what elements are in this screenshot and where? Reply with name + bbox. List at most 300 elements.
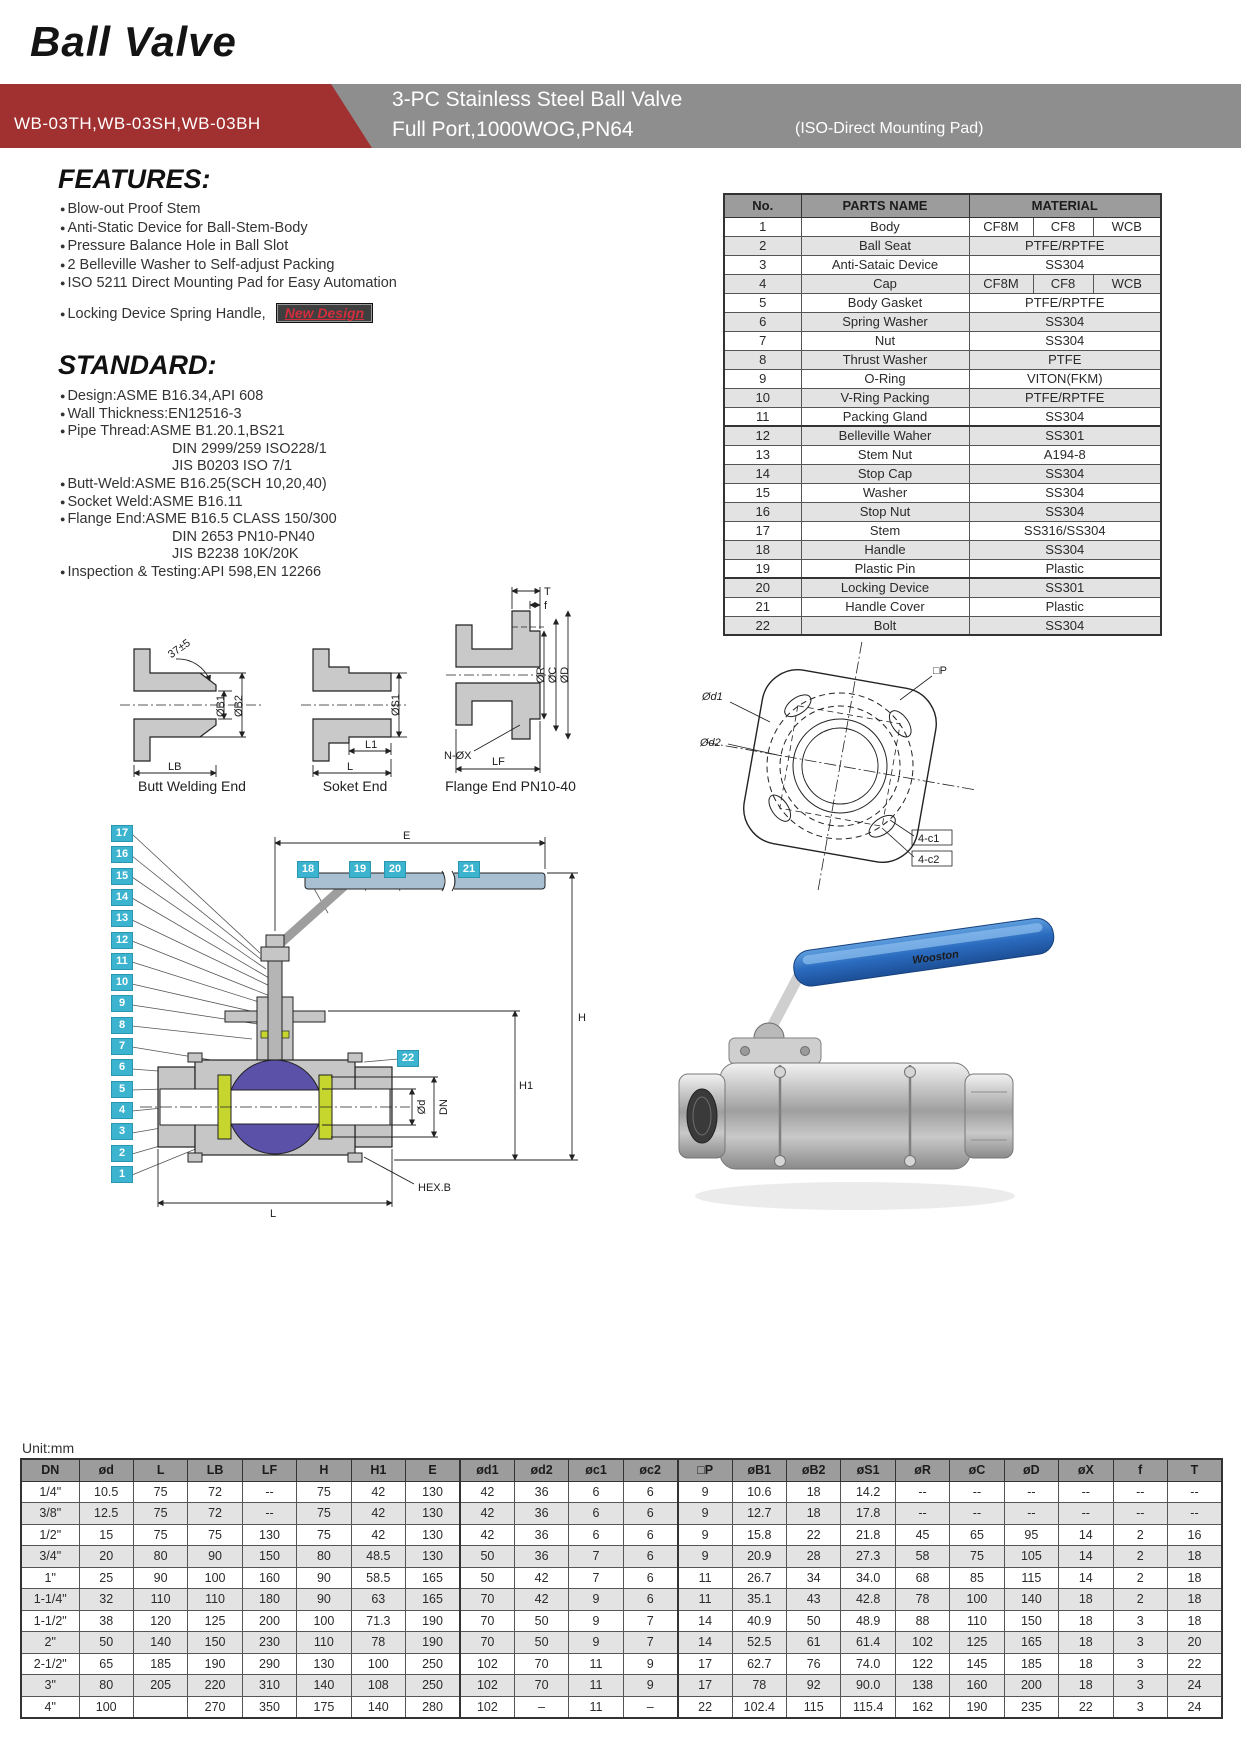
dim-value: 72 xyxy=(188,1481,242,1503)
dim-value: 61 xyxy=(786,1632,840,1654)
dim-value: 88 xyxy=(895,1610,949,1632)
dim-value: 3 xyxy=(1113,1610,1167,1632)
dim-label: ØC xyxy=(547,666,559,684)
dim-value: 17.8 xyxy=(841,1503,895,1525)
parts-table-row xyxy=(724,521,1161,540)
part-no: 6 xyxy=(724,312,801,331)
dim-value: -- xyxy=(950,1481,1004,1503)
dim-column-header: LF xyxy=(242,1459,296,1481)
callout-18: 18 xyxy=(298,862,318,877)
part-name: O-Ring xyxy=(801,369,969,388)
dim-column-header: T xyxy=(1167,1459,1222,1481)
dim-value: 6 xyxy=(623,1524,677,1546)
dim-value: 130 xyxy=(406,1546,460,1568)
dim-value: 50 xyxy=(460,1567,514,1589)
part-material: SS301 xyxy=(969,426,1161,445)
dim-value: -- xyxy=(1113,1503,1167,1525)
part-material: SS304 xyxy=(969,502,1161,521)
stop-cap xyxy=(266,935,284,947)
standard-list xyxy=(60,388,337,582)
dim-value: 90 xyxy=(297,1589,351,1611)
dim-value: 14 xyxy=(1059,1524,1113,1546)
dim-label: ØD xyxy=(559,666,571,684)
dim-label: DN xyxy=(438,1099,450,1115)
part-no: 12 xyxy=(724,426,801,445)
dim-table-head-row xyxy=(21,1459,1222,1481)
standard-line: ● Socket Weld:ASME B16.11 xyxy=(60,494,337,512)
parts-header-no: No. xyxy=(724,194,801,217)
dim-label: HEX.B xyxy=(418,1182,452,1194)
dim-value: 65 xyxy=(79,1653,133,1675)
dim-value: 270 xyxy=(188,1696,242,1718)
standard-heading: STANDARD: xyxy=(58,350,217,380)
dim-value: 70 xyxy=(460,1632,514,1654)
standard-line: ● Wall Thickness:EN12516-3 xyxy=(60,406,337,424)
dim-value: 70 xyxy=(460,1610,514,1632)
dim-value: 43 xyxy=(786,1589,840,1611)
dim-value: 9 xyxy=(569,1589,623,1611)
part-material: A194-8 xyxy=(969,445,1161,464)
dim-column-header: ød1 xyxy=(460,1459,514,1481)
callout-22: 22 xyxy=(398,1051,418,1066)
dim-value: -- xyxy=(1059,1503,1113,1525)
callout-3: 3 xyxy=(112,1124,132,1139)
dim-value: 125 xyxy=(188,1610,242,1632)
butt-weld-drawing xyxy=(112,615,272,775)
dim-value: 140 xyxy=(351,1696,405,1718)
dim-value: 7 xyxy=(569,1567,623,1589)
parts-table-row xyxy=(724,217,1161,236)
dim-value: 102 xyxy=(460,1675,514,1697)
dim-column-header: E xyxy=(406,1459,460,1481)
dim-label: T xyxy=(544,586,551,598)
dim-value: 105 xyxy=(1004,1546,1058,1568)
callout-9: 9 xyxy=(112,996,132,1011)
dim-size: 1-1/4" xyxy=(21,1589,79,1611)
dim-value: 150 xyxy=(242,1546,296,1568)
dim-value: 108 xyxy=(351,1675,405,1697)
dim-value: 15 xyxy=(79,1524,133,1546)
dim-value: 27.3 xyxy=(841,1546,895,1568)
part-no: 20 xyxy=(724,578,801,597)
dim-size: 1-1/2" xyxy=(21,1610,79,1632)
socket-end-drawing xyxy=(295,615,415,775)
dim-value: 130 xyxy=(297,1653,351,1675)
dim-column-header: øC xyxy=(950,1459,1004,1481)
dim-value: 18 xyxy=(1059,1632,1113,1654)
dim-value: 350 xyxy=(242,1696,296,1718)
dim-table-row xyxy=(21,1524,1222,1546)
parts-table-row xyxy=(724,331,1161,350)
dim-value: 9 xyxy=(678,1481,732,1503)
dim-value: 230 xyxy=(242,1632,296,1654)
dim-value: 18 xyxy=(1059,1675,1113,1697)
part-material: SS301 xyxy=(969,578,1161,597)
dim-value: 42 xyxy=(460,1481,514,1503)
dim-value: -- xyxy=(1004,1503,1058,1525)
dim-value: 175 xyxy=(297,1696,351,1718)
dim-label: H1 xyxy=(519,1080,534,1092)
dim-value: 22 xyxy=(1167,1653,1222,1675)
callout-12: 12 xyxy=(112,933,132,948)
part-material: SS304 xyxy=(969,464,1161,483)
dim-value: 18 xyxy=(1059,1653,1113,1675)
dim-value: 18 xyxy=(786,1503,840,1525)
callout-1: 1 xyxy=(112,1167,132,1182)
dim-label: 37±5 xyxy=(165,637,193,661)
dim-value: 6 xyxy=(569,1524,623,1546)
dim-value: 34.0 xyxy=(841,1567,895,1589)
parts-table-row xyxy=(724,597,1161,616)
features-heading: FEATURES: xyxy=(58,164,211,194)
part-no: 9 xyxy=(724,369,801,388)
dim-value: 70 xyxy=(514,1675,568,1697)
dim-value: 18 xyxy=(1059,1610,1113,1632)
dim-value: 6 xyxy=(623,1481,677,1503)
dim-value: 42 xyxy=(514,1567,568,1589)
part-material: SS304 xyxy=(969,255,1161,274)
dim-size: 3" xyxy=(21,1675,79,1697)
dim-size: 3/4" xyxy=(21,1546,79,1568)
dim-table-row xyxy=(21,1567,1222,1589)
dim-value: 18 xyxy=(1059,1589,1113,1611)
dim-value: -- xyxy=(895,1503,949,1525)
part-name: Anti-Sataic Device xyxy=(801,255,969,274)
dim-value: 14 xyxy=(1059,1546,1113,1568)
dim-value: 58.5 xyxy=(351,1567,405,1589)
dim-value: 90 xyxy=(188,1546,242,1568)
dim-value: 58 xyxy=(895,1546,949,1568)
part-no: 14 xyxy=(724,464,801,483)
dim-value: 10.6 xyxy=(732,1481,786,1503)
callout-6: 6 xyxy=(112,1060,132,1075)
dim-value: 42 xyxy=(351,1481,405,1503)
dim-value: 160 xyxy=(950,1675,1004,1697)
dim-value: 2 xyxy=(1113,1546,1167,1568)
dim-table-row xyxy=(21,1503,1222,1525)
dim-value: 2 xyxy=(1113,1589,1167,1611)
dim-value: 75 xyxy=(133,1481,187,1503)
dim-value: 65 xyxy=(950,1524,1004,1546)
dim-value: 20 xyxy=(1167,1632,1222,1654)
callout-10: 10 xyxy=(112,975,132,990)
dim-value: 165 xyxy=(406,1589,460,1611)
dim-label: Ød2 xyxy=(700,737,721,749)
mounting-pad-drawing xyxy=(690,638,970,878)
dim-value: 18 xyxy=(1167,1589,1222,1611)
dim-value: 80 xyxy=(297,1546,351,1568)
dim-value: 78 xyxy=(351,1632,405,1654)
dim-value: 36 xyxy=(514,1503,568,1525)
part-no: 17 xyxy=(724,521,801,540)
dim-value: -- xyxy=(1059,1481,1113,1503)
part-no: 8 xyxy=(724,350,801,369)
dim-value: 90 xyxy=(297,1567,351,1589)
dim-value: 75 xyxy=(133,1524,187,1546)
dim-value: 40.9 xyxy=(732,1610,786,1632)
dim-label: ØS1 xyxy=(390,693,402,717)
part-name: Stem Nut xyxy=(801,445,969,464)
feature-item: ● Pressure Balance Hole in Ball Slot xyxy=(60,237,397,256)
dim-value: 78 xyxy=(732,1675,786,1697)
part-name: Spring Washer xyxy=(801,312,969,331)
dim-label: Ød xyxy=(416,1099,428,1115)
dim-value: 15.8 xyxy=(732,1524,786,1546)
part-name: Body xyxy=(801,217,969,236)
dim-label: □P xyxy=(933,665,947,677)
callout-2: 2 xyxy=(112,1146,132,1161)
dim-table-row xyxy=(21,1653,1222,1675)
part-no: 10 xyxy=(724,388,801,407)
dim-value: 18 xyxy=(1167,1567,1222,1589)
parts-table-row xyxy=(724,445,1161,464)
dim-value: 11 xyxy=(678,1589,732,1611)
dim-value: 80 xyxy=(79,1675,133,1697)
part-material: PTFE/RPTFE xyxy=(969,293,1161,312)
part-no: 21 xyxy=(724,597,801,616)
parts-table-row xyxy=(724,312,1161,331)
dim-value: 26.7 xyxy=(732,1567,786,1589)
dim-value: 18 xyxy=(1167,1610,1222,1632)
dim-value: 12.7 xyxy=(732,1503,786,1525)
dim-value: 35.1 xyxy=(732,1589,786,1611)
dim-value: 9 xyxy=(623,1653,677,1675)
dim-value: 75 xyxy=(950,1546,1004,1568)
dim-value: 100 xyxy=(351,1653,405,1675)
dim-value: 14 xyxy=(678,1610,732,1632)
feature-item: ● Locking Device Spring Handle, New Design xyxy=(60,303,397,324)
dim-value: 18 xyxy=(786,1481,840,1503)
parts-header-row xyxy=(724,194,1161,217)
dim-column-header: øD xyxy=(1004,1459,1058,1481)
dim-value: 235 xyxy=(1004,1696,1058,1718)
dim-value: 6 xyxy=(623,1567,677,1589)
dim-value: 290 xyxy=(242,1653,296,1675)
dim-value: – xyxy=(623,1696,677,1718)
callout-16: 16 xyxy=(112,847,132,862)
dim-value: 2 xyxy=(1113,1567,1167,1589)
dim-value: 205 xyxy=(133,1675,187,1697)
dim-value: 9 xyxy=(569,1610,623,1632)
features-list xyxy=(60,200,397,323)
dim-label: 4-c2 xyxy=(918,854,940,866)
dim-value: 115 xyxy=(786,1696,840,1718)
dim-value: 71.3 xyxy=(351,1610,405,1632)
dim-value: 122 xyxy=(895,1653,949,1675)
dim-value: 250 xyxy=(406,1675,460,1697)
dim-value: -- xyxy=(1004,1481,1058,1503)
standard-line: JIS B2238 10K/20K xyxy=(172,546,299,563)
dim-value: 7 xyxy=(623,1632,677,1654)
callout-5: 5 xyxy=(112,1082,132,1097)
dim-value: 130 xyxy=(406,1481,460,1503)
dim-table-row xyxy=(21,1632,1222,1654)
dim-value: 42 xyxy=(351,1524,405,1546)
part-material: SS304 xyxy=(969,407,1161,426)
dim-column-header: øB1 xyxy=(732,1459,786,1481)
dim-value: 36 xyxy=(514,1524,568,1546)
parts-table-row xyxy=(724,407,1161,426)
dim-value: 280 xyxy=(406,1696,460,1718)
dim-value: 42 xyxy=(514,1589,568,1611)
end-connector-right xyxy=(965,1074,1013,1158)
dim-table-row xyxy=(21,1589,1222,1611)
dim-column-header: LB xyxy=(188,1459,242,1481)
dim-value: 110 xyxy=(188,1589,242,1611)
callout-21: 21 xyxy=(459,862,479,877)
dim-value: -- xyxy=(950,1503,1004,1525)
parts-table-row xyxy=(724,616,1161,635)
dim-column-header: f xyxy=(1113,1459,1167,1481)
dim-label: LB xyxy=(168,761,182,773)
mounting-pad-note: (ISO-Direct Mounting Pad) xyxy=(795,120,984,137)
dim-value: 22 xyxy=(1059,1696,1113,1718)
dim-value: 7 xyxy=(623,1610,677,1632)
part-name: Bolt xyxy=(801,616,969,635)
dim-value: 70 xyxy=(514,1653,568,1675)
dim-value: 9 xyxy=(569,1632,623,1654)
part-material: VITON(FKM) xyxy=(969,369,1161,388)
dim-value: -- xyxy=(1167,1503,1222,1525)
dim-value: 28 xyxy=(786,1546,840,1568)
dim-value: 42 xyxy=(351,1503,405,1525)
part-name: Body Gasket xyxy=(801,293,969,312)
part-name: Packing Gland xyxy=(801,407,969,426)
part-material: CF8M xyxy=(969,217,1033,236)
dim-value: 21.8 xyxy=(841,1524,895,1546)
product-photo xyxy=(645,878,1065,1238)
part-material: SS316/SS304 xyxy=(969,521,1161,540)
dim-value: 6 xyxy=(623,1589,677,1611)
dim-label: L xyxy=(347,761,354,773)
dim-value: 110 xyxy=(133,1589,187,1611)
new-design-badge: New Design xyxy=(276,303,373,324)
dim-value: 14.2 xyxy=(841,1481,895,1503)
parts-table-row xyxy=(724,388,1161,407)
dim-value: -- xyxy=(895,1481,949,1503)
dim-value: 20 xyxy=(79,1546,133,1568)
dim-value: 42 xyxy=(460,1503,514,1525)
dim-value: 120 xyxy=(133,1610,187,1632)
dim-value: 6 xyxy=(623,1546,677,1568)
dim-value: 72 xyxy=(188,1503,242,1525)
dim-column-header: ød xyxy=(79,1459,133,1481)
dim-value: 80 xyxy=(133,1546,187,1568)
part-material: Plastic xyxy=(969,559,1161,578)
dimensions-table xyxy=(20,1458,1223,1719)
dim-label: 4-c1 xyxy=(918,833,940,845)
part-no: 4 xyxy=(724,274,801,293)
dim-value: 11 xyxy=(569,1675,623,1697)
butt-weld-caption: Butt Welding End xyxy=(138,778,246,794)
dim-value: 75 xyxy=(133,1503,187,1525)
dim-value: 50 xyxy=(460,1546,514,1568)
dim-value: 70 xyxy=(460,1589,514,1611)
flange-end-drawing xyxy=(440,575,580,775)
parts-table-row xyxy=(724,369,1161,388)
dim-column-header: ød2 xyxy=(514,1459,568,1481)
dim-value: 10.5 xyxy=(79,1481,133,1503)
callout-19: 19 xyxy=(350,862,370,877)
dim-value: 145 xyxy=(950,1653,1004,1675)
part-name: V-Ring Packing xyxy=(801,388,969,407)
handle-brand-text: Wooston xyxy=(911,948,960,967)
part-name: Belleville Waher xyxy=(801,426,969,445)
dim-column-header: øc1 xyxy=(569,1459,623,1481)
dim-value: 14 xyxy=(1059,1567,1113,1589)
parts-table-row xyxy=(724,426,1161,445)
parts-table-row xyxy=(724,236,1161,255)
dim-value: 165 xyxy=(406,1567,460,1589)
dim-value: 102.4 xyxy=(732,1696,786,1718)
valve-cross-section-drawing xyxy=(100,815,600,1245)
parts-table-row xyxy=(724,464,1161,483)
dim-value: 14 xyxy=(678,1632,732,1654)
callout-7: 7 xyxy=(112,1039,132,1054)
dim-value: 185 xyxy=(1004,1653,1058,1675)
parts-header-material: MATERIAL xyxy=(969,194,1161,217)
dim-column-header: øR xyxy=(895,1459,949,1481)
part-material: CF8 xyxy=(1033,274,1093,293)
dim-column-header: øc2 xyxy=(623,1459,677,1481)
dim-value: 125 xyxy=(950,1632,1004,1654)
part-name: Handle xyxy=(801,540,969,559)
callout-8: 8 xyxy=(112,1018,132,1033)
dim-value: 9 xyxy=(678,1503,732,1525)
dim-value: 115.4 xyxy=(841,1696,895,1718)
part-no: 11 xyxy=(724,407,801,426)
dim-label: L xyxy=(270,1208,277,1220)
dim-value: 150 xyxy=(188,1632,242,1654)
dim-column-header: H1 xyxy=(351,1459,405,1481)
standard-line: DIN 2999/259 ISO228/1 xyxy=(172,440,327,457)
dim-value: -- xyxy=(242,1503,296,1525)
dim-value: 17 xyxy=(678,1675,732,1697)
part-material: SS304 xyxy=(969,483,1161,502)
dim-table-row xyxy=(21,1675,1222,1697)
dim-value: – xyxy=(514,1696,568,1718)
parts-table-row xyxy=(724,274,1161,293)
unit-label: Unit:mm xyxy=(22,1440,75,1456)
part-no: 22 xyxy=(724,616,801,635)
part-no: 15 xyxy=(724,483,801,502)
dim-value: 100 xyxy=(950,1589,1004,1611)
part-material: SS304 xyxy=(969,312,1161,331)
dim-table-row xyxy=(21,1610,1222,1632)
parts-table xyxy=(723,193,1162,636)
dim-label: ØR xyxy=(535,666,547,684)
dim-value: 48.5 xyxy=(351,1546,405,1568)
standard-line: JIS B0203 ISO 7/1 xyxy=(172,458,293,475)
dim-value: -- xyxy=(1167,1481,1222,1503)
feature-item: ● Anti-Static Device for Ball-Stem-Body xyxy=(60,219,397,238)
dim-value: 50 xyxy=(514,1632,568,1654)
part-no: 18 xyxy=(724,540,801,559)
dim-value: 75 xyxy=(297,1481,351,1503)
part-name: Stop Nut xyxy=(801,502,969,521)
dim-label: N-ØX xyxy=(444,750,472,762)
part-material: CF8 xyxy=(1033,217,1093,236)
handle-bar xyxy=(305,873,545,889)
dim-value: 250 xyxy=(406,1653,460,1675)
part-no: 2 xyxy=(724,236,801,255)
parts-table-row xyxy=(724,293,1161,312)
dim-value: 75 xyxy=(297,1503,351,1525)
callout-14: 14 xyxy=(112,890,132,905)
dim-value: 52.5 xyxy=(732,1632,786,1654)
part-material: CF8M xyxy=(969,274,1033,293)
dim-value: 61.4 xyxy=(841,1632,895,1654)
